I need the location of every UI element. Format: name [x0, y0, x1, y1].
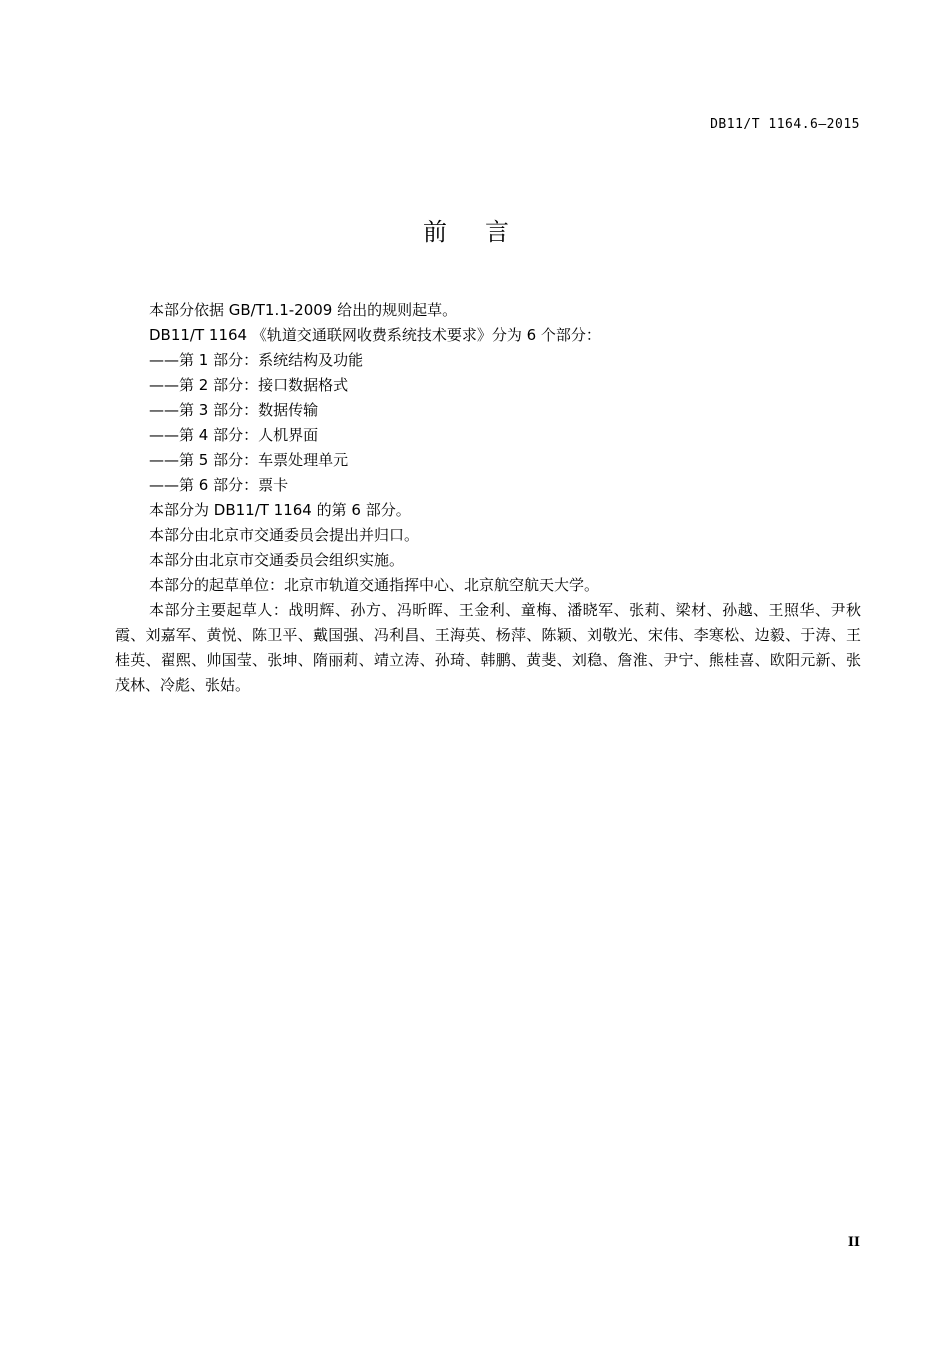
list-item-part-6: ——第 6 部分：票卡 — [149, 476, 289, 494]
paragraph-this-part: 本部分为 DB11/T 1164 的第 6 部分。 — [149, 501, 411, 519]
paragraph-drafters: 本部分主要起草人：战明辉、孙方、冯昕晖、王金利、童梅、潘晓军、张莉、梁材、孙越、王照华、尹秋霞、刘嘉军、黄悦、陈卫平、戴国强、冯利昌、王海英、杨萍、陈颖、刘敬光、宋伟、李寒松、边毅、于涛、王桂英、翟熙、帅国莹、张坤、隋丽莉、靖立涛、孙琦、韩鹏、黄斐、刘稳、詹淮、尹宁、熊桂喜、欧阳元新、张茂林、冷彪、张姑。 — [115, 601, 861, 694]
paragraph-parts-intro: DB11/T 1164 《轨道交通联网收费系统技术要求》分为 6 个部分： — [149, 326, 601, 344]
document-code: DB11/T 1164.6—2015 — [710, 117, 860, 132]
page-number: II — [847, 1235, 860, 1250]
list-item-part-3: ——第 3 部分：数据传输 — [149, 401, 319, 419]
list-item-part-1: ——第 1 部分：系统结构及功能 — [149, 351, 364, 369]
foreword-body — [115, 298, 861, 698]
list-item-part-4: ——第 4 部分：人机界面 — [149, 426, 319, 444]
paragraph-implemented-by: 本部分由北京市交通委员会组织实施。 — [149, 551, 405, 569]
list-item-part-2: ——第 2 部分：接口数据格式 — [149, 376, 349, 394]
paragraph-proposed-by: 本部分由北京市交通委员会提出并归口。 — [149, 526, 420, 544]
list-item-part-5: ——第 5 部分：车票处理单元 — [149, 451, 349, 469]
paragraph-drafting-units: 本部分的起草单位：北京市轨道交通指挥中心、北京航空航天大学。 — [149, 576, 600, 594]
page-title: 前言 — [423, 218, 547, 246]
paragraph-basis: 本部分依据 GB/T1.1-2009 给出的规则起草。 — [149, 301, 458, 319]
